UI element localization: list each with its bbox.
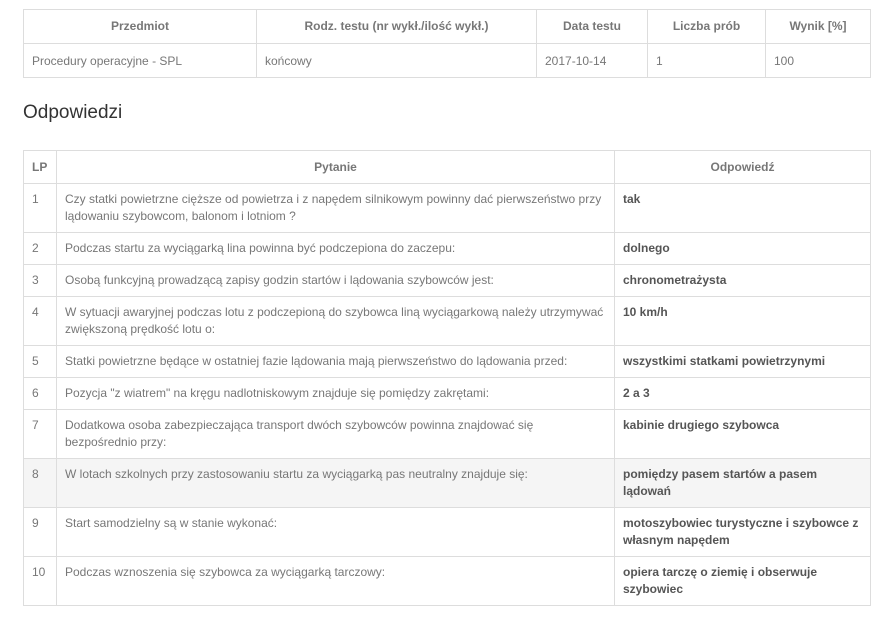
answer-row bbox=[24, 346, 871, 378]
row-number: 10 bbox=[24, 557, 57, 606]
header-test-date: Data testu bbox=[537, 10, 648, 44]
row-number: 6 bbox=[24, 378, 57, 410]
answer-text: motoszybowiec turystyczne i szybowce z własnym napędem bbox=[615, 508, 871, 557]
answer-row bbox=[24, 233, 871, 265]
row-number: 7 bbox=[24, 410, 57, 459]
question-text: W lotach szkolnych przy zastosowaniu startu za wyciągarką pas neutralny znajduje się: bbox=[57, 459, 615, 508]
question-text: Dodatkowa osoba zabezpieczająca transport dwóch szybowców powinna znajdować się bezpośrednio przy: bbox=[57, 410, 615, 459]
question-text: W sytuacji awaryjnej podczas lotu z podczepioną do szybowca liną wyciągarkową należy utrzymywać zwiększoną prędkość lotu o: bbox=[57, 297, 615, 346]
summary-header-row bbox=[24, 10, 871, 44]
row-number: 3 bbox=[24, 265, 57, 297]
answer-row bbox=[24, 557, 871, 606]
answers-table bbox=[23, 150, 871, 606]
section-title: Odpowiedzi bbox=[23, 102, 123, 123]
answer-row bbox=[24, 508, 871, 557]
cell-attempts: 1 bbox=[648, 44, 766, 78]
answer-text: kabinie drugiego szybowca bbox=[615, 410, 871, 459]
answer-text: 2 a 3 bbox=[615, 378, 871, 410]
cell-result: 100 bbox=[766, 44, 871, 78]
answer-row bbox=[24, 378, 871, 410]
answers-header-row bbox=[24, 151, 871, 184]
row-number: 2 bbox=[24, 233, 57, 265]
answer-row bbox=[24, 184, 871, 233]
answer-text: dolnego bbox=[615, 233, 871, 265]
header-attempts: Liczba prób bbox=[648, 10, 766, 44]
answer-row-hovered bbox=[24, 459, 871, 508]
row-number: 9 bbox=[24, 508, 57, 557]
question-text: Podczas wznoszenia się szybowca za wyciągarką tarczowy: bbox=[57, 557, 615, 606]
answer-text: wszystkimi statkami powietrzynymi bbox=[615, 346, 871, 378]
header-test-type: Rodz. testu (nr wykł./ilość wykł.) bbox=[257, 10, 537, 44]
question-text: Pozycja "z wiatrem" na kręgu nadlotniskowym znajduje się pomiędzy zakrętami: bbox=[57, 378, 615, 410]
cell-test-date: 2017-10-14 bbox=[537, 44, 648, 78]
header-subject: Przedmiot bbox=[24, 10, 257, 44]
answer-text: 10 km/h bbox=[615, 297, 871, 346]
row-number: 4 bbox=[24, 297, 57, 346]
row-number: 1 bbox=[24, 184, 57, 233]
row-number: 5 bbox=[24, 346, 57, 378]
summary-row bbox=[24, 44, 871, 78]
answer-row bbox=[24, 410, 871, 459]
answer-row bbox=[24, 265, 871, 297]
header-result: Wynik [%] bbox=[766, 10, 871, 44]
answer-row bbox=[24, 297, 871, 346]
header-answer: Odpowiedź bbox=[615, 151, 871, 184]
question-text: Statki powietrzne będące w ostatniej fazie lądowania mają pierwszeństwo do lądowania przed: bbox=[57, 346, 615, 378]
header-question: Pytanie bbox=[57, 151, 615, 184]
question-text: Start samodzielny są w stanie wykonać: bbox=[57, 508, 615, 557]
answer-text: pomiędzy pasem startów a pasem lądowań bbox=[615, 459, 871, 508]
question-text: Osobą funkcyjną prowadzącą zapisy godzin startów i lądowania szybowców jest: bbox=[57, 265, 615, 297]
cell-test-type: końcowy bbox=[257, 44, 537, 78]
question-text: Podczas startu za wyciągarką lina powinna być podczepiona do zaczepu: bbox=[57, 233, 615, 265]
question-text: Czy statki powietrzne cięższe od powietrza i z napędem silnikowym powinny dać pierwszeństwo przy lądowaniu szybowcom, balonom i lotniom ? bbox=[57, 184, 615, 233]
answer-text: tak bbox=[615, 184, 871, 233]
answer-text: opiera tarczę o ziemię i obserwuje szybowiec bbox=[615, 557, 871, 606]
header-lp: LP bbox=[24, 151, 57, 184]
row-number: 8 bbox=[24, 459, 57, 508]
cell-subject: Procedury operacyjne - SPL bbox=[24, 44, 257, 78]
answer-text: chronometrażysta bbox=[615, 265, 871, 297]
test-summary-table bbox=[23, 9, 871, 78]
